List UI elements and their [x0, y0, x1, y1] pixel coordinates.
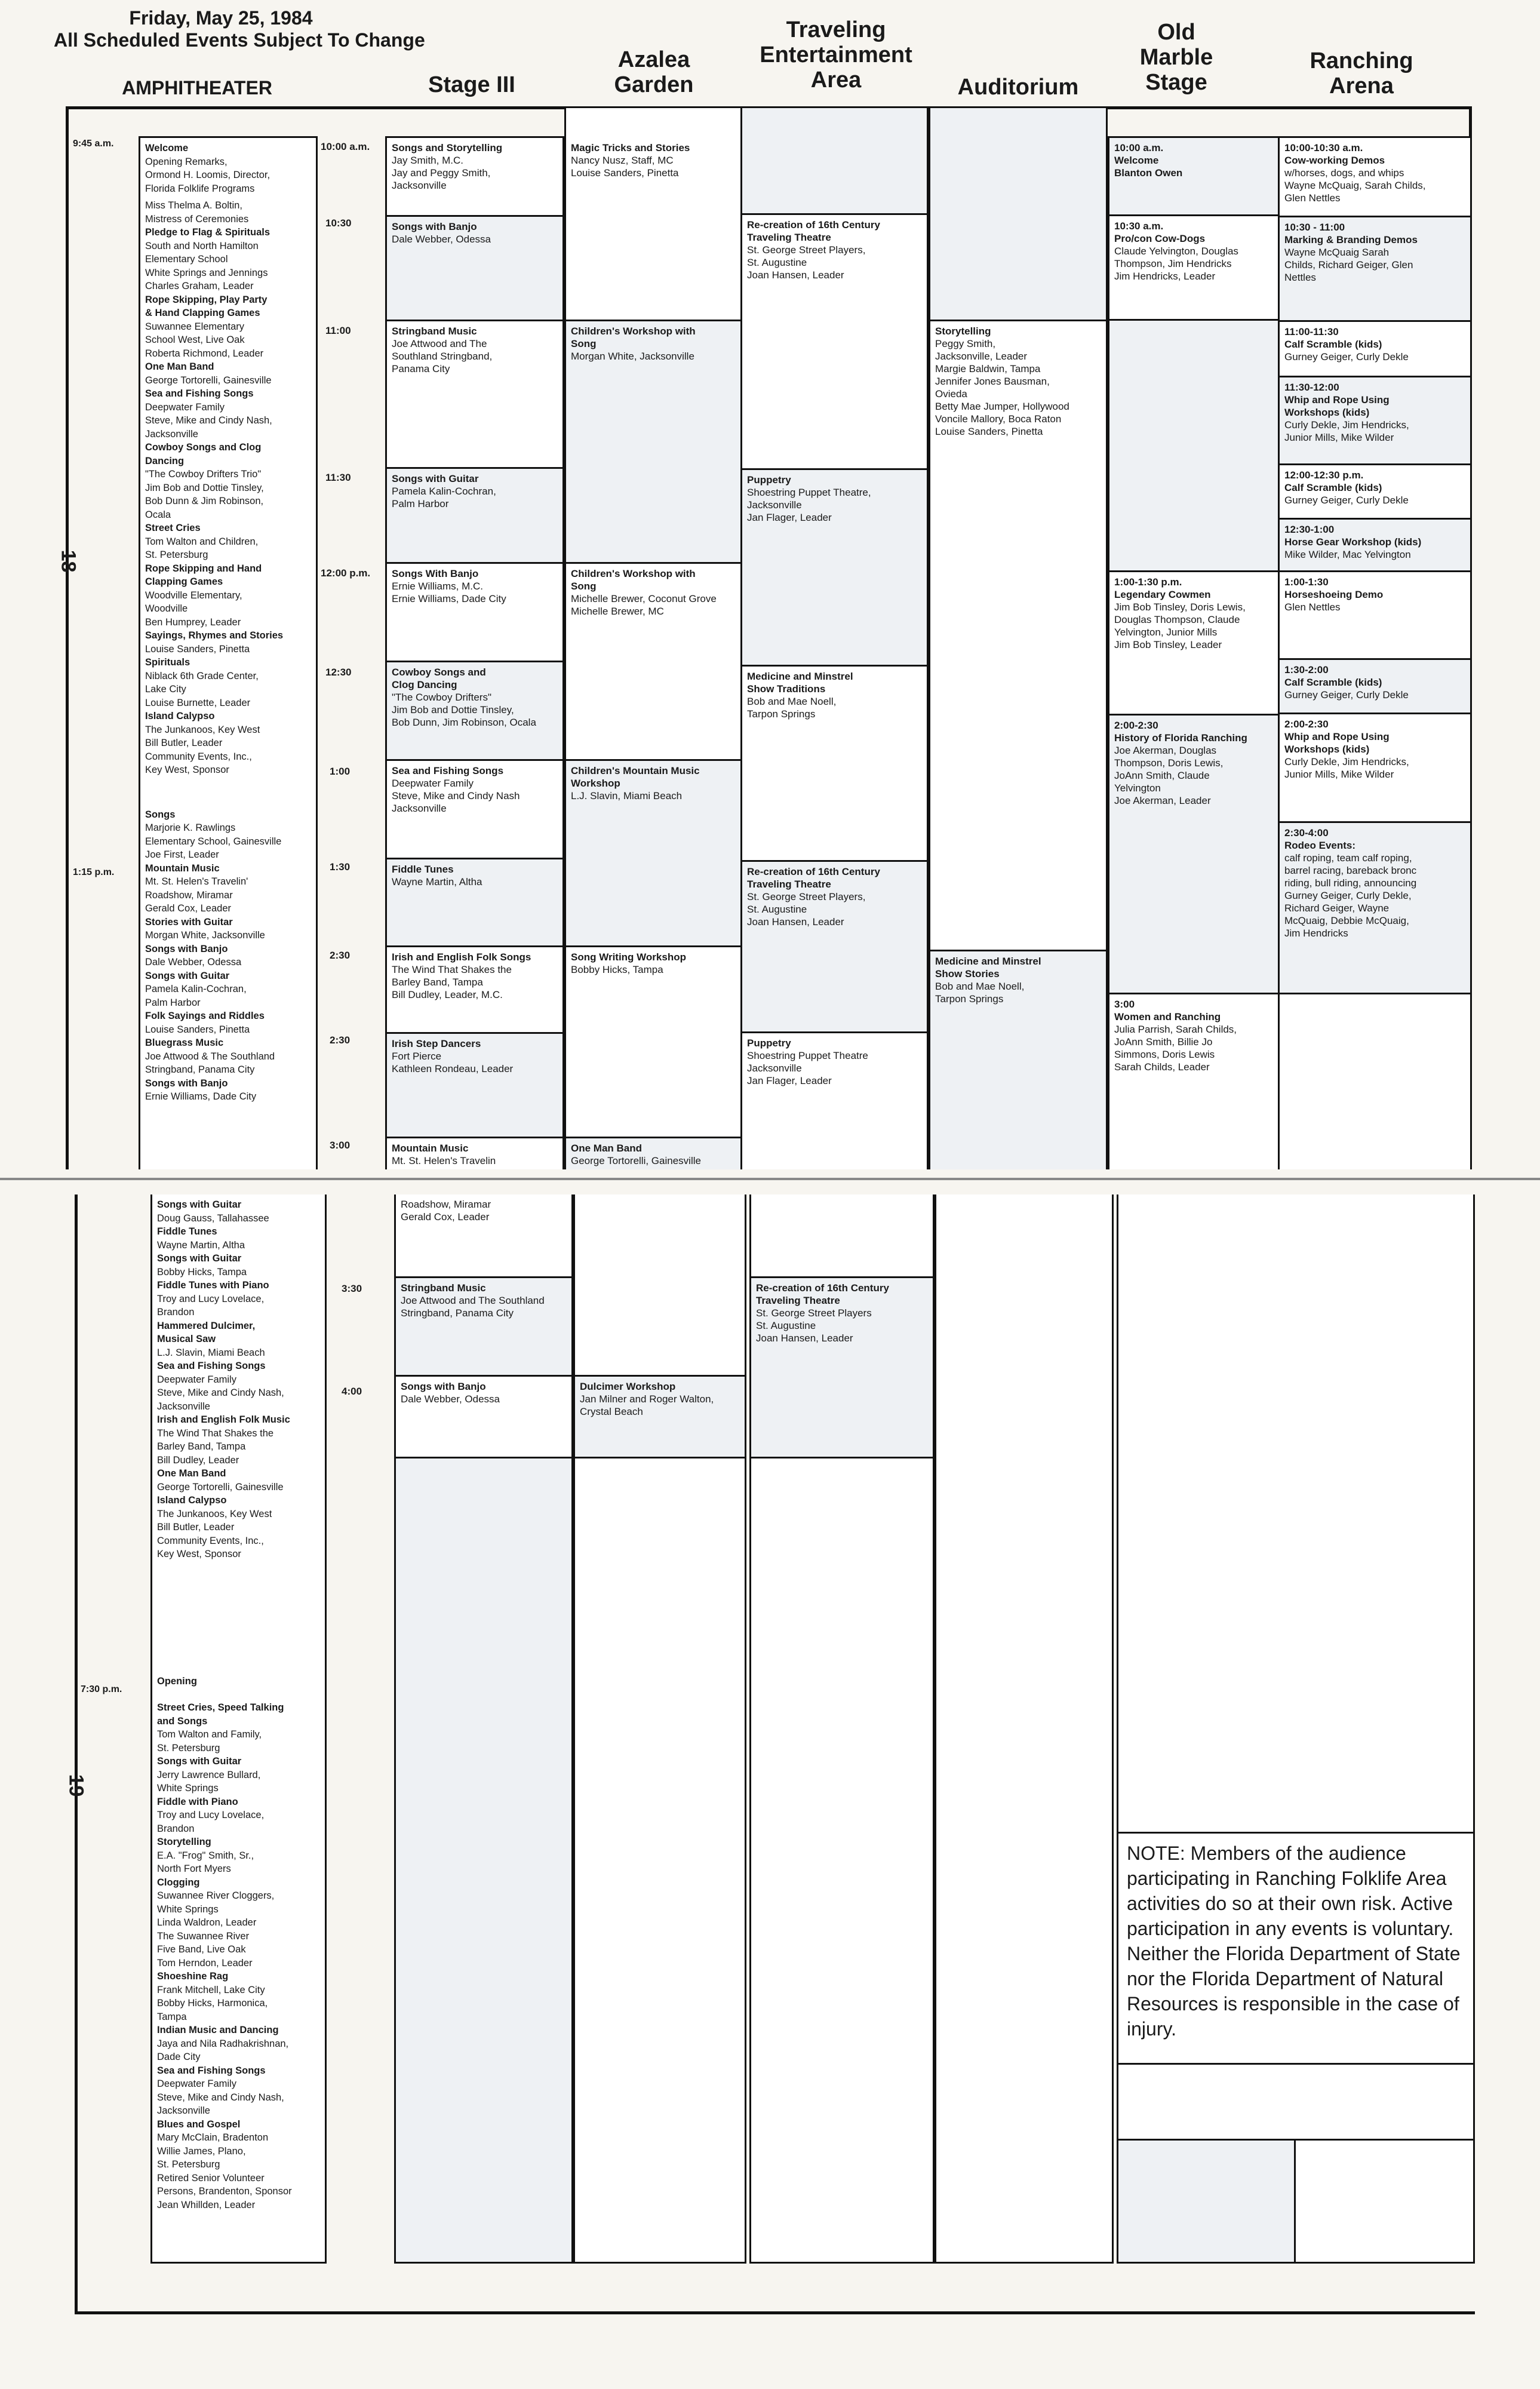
amph-item: Spirituals Niblack 6th Grade Center, Lake City Louise Burnette, Leader — [145, 657, 259, 708]
amph-item: Sea and Fishing Songs Deepwater Family Steve, Mike and Cindy Nash, Jacksonville — [157, 1361, 284, 1412]
stage-time: 2:30 — [330, 1034, 351, 1046]
grid-left-line-bottom — [75, 1194, 78, 2314]
amph-item: Songs with Guitar Pamela Kalin-Cochran, Palm Harbor — [145, 970, 247, 1008]
ranching-empty — [1278, 993, 1472, 1169]
stage-time: 3:30 — [342, 1283, 362, 1294]
marble-empty — [1108, 319, 1281, 572]
azalea-event: One Man Band George Tortorelli, Gainesville — [564, 1137, 743, 1169]
amphitheater-block-evening — [150, 1194, 327, 2264]
auditorium-event: Medicine and Minstrel Show Stories Bob and Mae Noell, Tarpon Springs — [929, 950, 1108, 1169]
auditorium-event: Storytelling Peggy Smith, Jacksonville, Leader Margie Baldwin, Tampa Jennifer Jones Bausman, Ovieda Betty Mae Jumper, Hollywood Voncile Mallory, Boca Raton Louise Sanders, Pinetta — [929, 320, 1108, 951]
azalea-empty — [573, 1194, 746, 1377]
amph-item: Street Cries Tom Walton and Children, St. Petersburg — [145, 523, 259, 560]
stage3-event: Stringband Music Joe Attwood and The Southland Stringband, Panama City — [385, 320, 564, 469]
stage3-event: Songs with Banjo Dale Webber, Odessa — [394, 1375, 573, 1458]
ranching-event: 2:30-4:00 Rodeo Events: calf roping, team calf roping, barrel racing, bareback bronc riding, bull riding, announcing Gurney Geiger, Curly Dekle, Richard Geiger, Wayne McQuaig, Debbie McQuaig, Jim Hendricks — [1278, 821, 1472, 994]
traveling-event: Re-creation of 16th Century Traveling Theatre St. George Street Players, St. Augustine Joan Hansen, Leader — [740, 213, 929, 470]
amph-item: Miss Thelma A. Boltin, Mistress of Ceremonies — [145, 200, 249, 225]
azalea-event: Children's Workshop with Song Michelle Brewer, Coconut Grove Michelle Brewer, MC — [564, 562, 743, 761]
ranching-event: 2:00-2:30 Whip and Rope Using Workshops (kids) Curly Dekle, Jim Hendricks, Junior Mills, Mike Wilder — [1278, 713, 1472, 823]
marble-event: 10:00 a.m. Welcome Blanton Owen — [1108, 136, 1281, 216]
stage-time: 10:00 a.m. — [321, 141, 370, 152]
azalea-event: Dulcimer Workshop Jan Milner and Roger Walton, Crystal Beach — [573, 1375, 746, 1458]
stage3-event: Stringband Music Joe Attwood and The Southland Stringband, Panama City — [394, 1276, 573, 1377]
safety-note-text: NOTE: Members of the audience participating in Ranching Folklife Area activities do so at their own risk. Active participation in any events is voluntary. Neither the Florida Department of State nor the Florida Department of Natural Resources is responsible in the case of injury. — [1127, 1843, 1461, 2040]
ranching-event: 1:00-1:30 Horseshoeing Demo Glen Nettles — [1278, 570, 1472, 660]
page-number-18: 18 — [57, 549, 80, 573]
auditorium-empty — [929, 106, 1108, 321]
amph-item: Blues and Gospel Mary McClain, Bradenton Willie James, Plano, St. Petersburg Retired Senior Volunteer Persons, Brandenton, Sponsor Jean Whillden, Leader — [157, 2118, 292, 2210]
amph-item: Irish and English Folk Music The Wind That Shakes the Barley Band, Tampa Bill Dudley, Leader — [157, 1414, 290, 1466]
stage-time: 10:30 — [325, 217, 352, 229]
grid-left-line-top — [66, 106, 69, 1169]
amph-item: Island Calypso The Junkanoos, Key West Bill Butler, Leader Community Events, Inc., Key West, Sponsor — [145, 711, 260, 775]
col-header-marble: Old Marble Stage — [1139, 20, 1213, 95]
amph-item: Rope Skipping and Hand Clapping Games Woodville Elementary, Woodville Ben Humprey, Leader — [145, 563, 262, 628]
stage-time: 12:00 p.m. — [321, 567, 371, 579]
traveling-event: Medicine and Minstrel Show Traditions Bob and Mae Noell, Tarpon Springs — [740, 665, 929, 862]
amph-item: Sea and Fishing Songs Deepwater Family Steve, Mike and Cindy Nash, Jacksonville — [145, 388, 272, 440]
amph-item: Shoeshine Rag Frank Mitchell, Lake City Bobby Hicks, Harmonica, Tampa — [157, 1971, 268, 2022]
stage3-event: Irish and English Folk Songs The Wind That Shakes the Barley Band, Tampa Bill Dudley, Leader, M.C. — [385, 945, 564, 1034]
amph-item: Fiddle Tunes Wayne Martin, Altha — [157, 1226, 245, 1251]
marble-event: 2:00-2:30 History of Florida Ranching Joe Akerman, Douglas Thompson, Doris Lewis, JoAnn Smith, Claude Yelvington Joe Akerman, Leader — [1108, 714, 1281, 994]
amph-item: One Man Band George Tortorelli, Gainesville — [145, 361, 272, 386]
stage-time: 11:30 — [325, 472, 351, 483]
amph-item: Street Cries, Speed Talking and Songs Tom Walton and Family, St. Petersburg — [157, 1702, 284, 1754]
azalea-empty — [573, 1457, 746, 2264]
ranching-event: 10:00-10:30 a.m. Cow-working Demos w/horses, dogs, and whips Wayne McQuaig, Sarah Childs, Glen Nettles — [1278, 136, 1472, 217]
ranching-event: 12:30-1:00 Horse Gear Workshop (kids) Mike Wilder, Mac Yelvington — [1278, 518, 1472, 572]
ranching-event: 1:30-2:00 Calf Scramble (kids) Gurney Geiger, Curly Dekle — [1278, 658, 1472, 714]
stage3-event: Mountain Music Mt. St. Helen's Travelin — [385, 1137, 564, 1169]
amph-item: Indian Music and Dancing Jaya and Nila Radhakrishnan, Dade City — [157, 2025, 289, 2062]
traveling-empty — [749, 1457, 935, 2264]
stage3-event: Songs and Storytelling Jay Smith, M.C. Jay and Peggy Smith, Jacksonville — [385, 136, 564, 217]
stage-time: 4:00 — [342, 1386, 362, 1397]
traveling-event: Re-creation of 16th Century Traveling Theatre St. George Street Players, St. Augustine Joan Hansen, Leader — [740, 860, 929, 1033]
azalea-event: Song Writing Workshop Bobby Hicks, Tampa — [564, 945, 743, 1138]
azalea-event: Magic Tricks and Stories Nancy Nusz, Staff, MC Louise Sanders, Pinetta — [564, 106, 743, 321]
stage-time: 12:30 — [325, 667, 352, 678]
amph-time-3: 7:30 p.m. — [81, 1684, 122, 1694]
subtitle-line: All Scheduled Events Subject To Change — [54, 29, 425, 51]
col-header-traveling: Traveling Entertainment Area — [760, 17, 912, 93]
traveling-event: Puppetry Shoestring Puppet Theatre, Jacksonville Jan Flager, Leader — [740, 468, 929, 667]
amph-item: Songs with Guitar Jerry Lawrence Bullard, White Springs — [157, 1756, 261, 1794]
amph-item: Fiddle Tunes with Piano Troy and Lucy Lovelace, Brandon — [157, 1280, 269, 1318]
stage3-event: Irish Step Dancers Fort Pierce Kathleen Rondeau, Leader — [385, 1032, 564, 1138]
note-empty-a — [1117, 2063, 1475, 2141]
azalea-event: Children's Mountain Music Workshop L.J. Slavin, Miami Beach — [564, 759, 743, 947]
date-line: Friday, May 25, 1984 — [129, 7, 313, 29]
stage-time: 1:30 — [330, 861, 351, 873]
col-header-azalea: Azalea Garden — [614, 47, 694, 97]
ranching-event: 11:00-11:30 Calf Scramble (kids) Gurney Geiger, Curly Dekle — [1278, 320, 1472, 377]
stage3-empty — [394, 1457, 573, 2264]
amphitheater-block-morning — [139, 136, 318, 1169]
stage-time: 3:00 — [330, 1140, 351, 1151]
stage3-event: Cowboy Songs and Clog Dancing "The Cowboy Drifters" Jim Bob and Dottie Tinsley, Bob Dunn, Jim Robinson, Ocala — [385, 661, 564, 761]
stage3-event: Sea and Fishing Songs Deepwater Family Steve, Mike and Cindy Nash Jacksonville — [385, 759, 564, 859]
traveling-event: Re-creation of 16th Century Traveling Theatre St. George Street Players St. Augustine Joan Hansen, Leader — [749, 1276, 935, 1458]
grid-bottom-line — [75, 2311, 1475, 2314]
stage3-event: Songs With Banjo Ernie Williams, M.C. Ernie Williams, Dade City — [385, 562, 564, 662]
col-header-ranching: Ranching Arena — [1310, 48, 1413, 99]
stage-time: 11:00 — [325, 325, 351, 336]
page-number-19: 19 — [64, 1774, 88, 1797]
amph-time-2: 1:15 p.m. — [73, 867, 115, 877]
note-empty-b — [1117, 2139, 1296, 2264]
amph-item: Clogging Suwannee River Cloggers, White Springs Linda Waldron, Leader The Suwannee River Five Band, Live Oak Tom Herndon, Leader — [157, 1877, 275, 1969]
amph-item: One Man Band George Tortorelli, Gainesville — [157, 1468, 284, 1493]
ranching-event: 12:00-12:30 p.m. Calf Scramble (kids) Gurney Geiger, Curly Dekle — [1278, 463, 1472, 520]
amph-item: Hammered Dulcimer, Musical Saw L.J. Slavin, Miami Beach — [157, 1320, 265, 1358]
traveling-empty — [740, 106, 929, 215]
stage3-event: Songs with Banjo Dale Webber, Odessa — [385, 215, 564, 321]
amph-item: Bluegrass Music Joe Attwood & The Southland Stringband, Panama City — [145, 1037, 275, 1075]
amph-item: Sayings, Rhymes and Stories Louise Sanders, Pinetta — [145, 630, 284, 655]
stage3-event: Fiddle Tunes Wayne Martin, Altha — [385, 858, 564, 947]
amph-item: Songs Marjorie K. Rawlings Elementary School, Gainesville Joe First, Leader — [145, 809, 282, 860]
stage3-event: Roadshow, Miramar Gerald Cox, Leader — [394, 1194, 573, 1278]
stage-time: 1:00 — [330, 766, 351, 777]
amph-item: Mountain Music Mt. St. Helen's Travelin' Roadshow, Miramar Gerald Cox, Leader — [145, 862, 248, 914]
amph-item: Stories with Guitar Morgan White, Jacksonville — [145, 916, 265, 941]
col-header-amphitheater: AMPHITHEATER — [122, 77, 272, 99]
amph-item: Sea and Fishing Songs Deepwater Family Steve, Mike and Cindy Nash, Jacksonville — [157, 2065, 284, 2116]
amph-item: Storytelling E.A. "Frog" Smith, Sr., North Fort Myers — [157, 1837, 254, 1874]
ranching-event: 11:30-12:00 Whip and Rope Using Workshops (kids) Curly Dekle, Jim Hendricks, Junior Mills, Mike Wilder — [1278, 376, 1472, 465]
amph-item: Cowboy Songs and Clog Dancing "The Cowboy Drifters Trio" Jim Bob and Dottie Tinsley, Bob Dunn & Jim Robinson, Ocala — [145, 442, 264, 520]
amph-item: Welcome Opening Remarks, Ormond H. Loomis, Director, Florida Folklife Programs — [145, 143, 271, 194]
amph-item: Folk Sayings and Riddles Louise Sanders, Pinetta — [145, 1011, 265, 1035]
amph-item: Opening — [157, 1675, 197, 1687]
amph-item: Songs with Banjo Dale Webber, Odessa — [145, 943, 242, 968]
fold-line — [0, 1178, 1540, 1180]
ranching-event: 10:30 - 11:00 Marking & Branding Demos Wayne McQuaig Sarah Childs, Richard Geiger, Glen Nettles — [1278, 216, 1472, 322]
amph-item: Songs with Banjo Ernie Williams, Dade City — [145, 1077, 257, 1102]
amph-item: Fiddle with Piano Troy and Lucy Lovelace, Brandon — [157, 1796, 265, 1834]
marble-event: 3:00 Women and Ranching Julia Parrish, Sarah Childs, JoAnn Smith, Billie Jo Simmons, Doris Lewis Sarah Childs, Leader — [1108, 993, 1281, 1169]
amph-item: Songs with Guitar Bobby Hicks, Tampa — [157, 1253, 247, 1278]
marble-empty — [1117, 1194, 1475, 1834]
col-header-stage3: Stage III — [428, 72, 515, 97]
amph-item: Rope Skipping, Play Party & Hand Clapping Games Suwannee Elementary School West, Live Oak Roberta Richmond, Leader — [145, 294, 268, 359]
azalea-event: Children's Workshop with Song Morgan White, Jacksonville — [564, 320, 743, 564]
page-header — [54, 7, 472, 55]
auditorium-empty — [935, 1194, 1114, 2264]
amph-item: Songs with Guitar Doug Gauss, Tallahassee — [157, 1199, 269, 1224]
stage-time: 2:30 — [330, 950, 351, 961]
col-header-auditorium: Auditorium — [957, 75, 1079, 100]
amph-item: Island Calypso The Junkanoos, Key West Bill Butler, Leader Community Events, Inc., Key West, Sponsor — [157, 1495, 272, 1559]
amph-time-1: 9:45 a.m. — [73, 139, 114, 149]
traveling-empty — [749, 1194, 935, 1278]
note-empty-c — [1294, 2139, 1475, 2264]
safety-note — [1117, 1832, 1475, 2065]
amph-item: Pledge to Flag & Spirituals South and North Hamilton Elementary School White Springs and Jennings Charles Graham, Leader — [145, 227, 271, 291]
marble-event: 1:00-1:30 p.m. Legendary Cowmen Jim Bob Tinsley, Doris Lewis, Douglas Thompson, Claude Yelvington, Junior Mills Jim Bob Tinsley, Leader — [1108, 570, 1281, 716]
traveling-event: Puppetry Shoestring Puppet Theatre Jacksonville Jan Flager, Leader — [740, 1031, 929, 1169]
stage3-event: Songs with Guitar Pamela Kalin-Cochran, Palm Harbor — [385, 467, 564, 564]
marble-event: 10:30 a.m. Pro/con Cow-Dogs Claude Yelvington, Douglas Thompson, Jim Hendricks Jim Hendricks, Leader — [1108, 214, 1281, 321]
